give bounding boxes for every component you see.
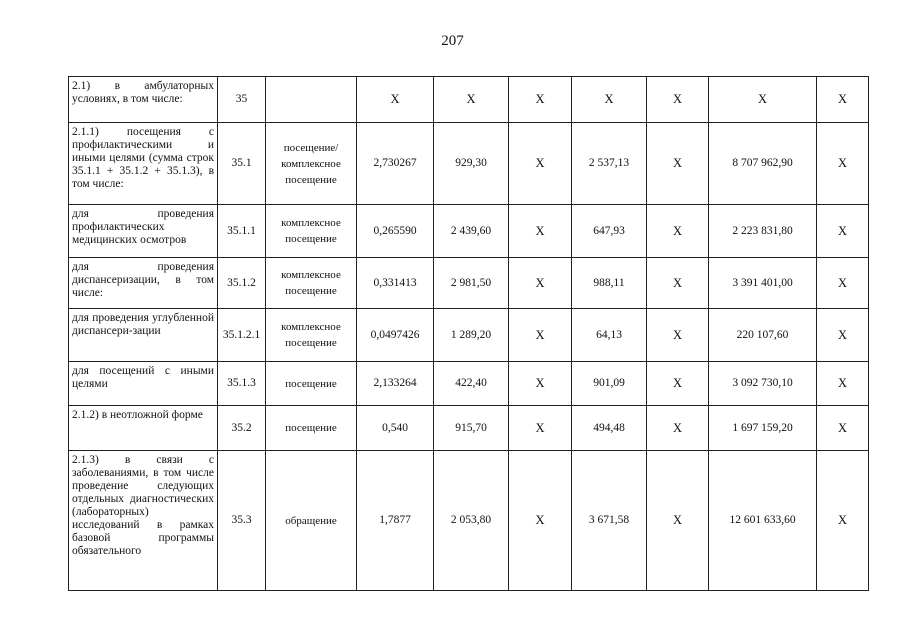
row-value-col10: X xyxy=(817,77,869,123)
row-value-col6: X xyxy=(509,77,572,123)
row-code: 35.2 xyxy=(218,406,266,451)
row-value-col8: X xyxy=(647,205,709,258)
row-unit: обращение xyxy=(266,451,357,591)
row-name: 2.1.1) посещения с профилактическими и иными целями (сумма строк 35.1.1 + 35.1.2 + 35.1.3), в том числе: xyxy=(69,123,218,205)
row-value-col9: 2 223 831,80 xyxy=(709,205,817,258)
row-name: для посещений с иными целями xyxy=(69,362,218,406)
row-value-col7: 901,09 xyxy=(572,362,647,406)
row-code: 35.1.3 xyxy=(218,362,266,406)
row-value-col10: X xyxy=(817,362,869,406)
row-value-col6: X xyxy=(509,205,572,258)
row-value-col4: X xyxy=(357,77,434,123)
row-value-col8: X xyxy=(647,77,709,123)
row-unit: комплексное посещение xyxy=(266,258,357,309)
row-code: 35 xyxy=(218,77,266,123)
row-value-col4: 0,540 xyxy=(357,406,434,451)
row-code: 35.1 xyxy=(218,123,266,205)
row-value-col6: X xyxy=(509,451,572,591)
row-code: 35.1.1 xyxy=(218,205,266,258)
row-value-col5: 422,40 xyxy=(434,362,509,406)
table-row xyxy=(69,362,869,406)
row-value-col4: 0,0497426 xyxy=(357,309,434,362)
row-value-col5: 2 053,80 xyxy=(434,451,509,591)
row-value-col9: 3 092 730,10 xyxy=(709,362,817,406)
row-value-col4: 0,331413 xyxy=(357,258,434,309)
row-value-col7: 3 671,58 xyxy=(572,451,647,591)
row-value-col4: 1,7877 xyxy=(357,451,434,591)
row-value-col8: X xyxy=(647,406,709,451)
row-value-col6: X xyxy=(509,123,572,205)
row-name: 2.1.3) в связи с заболеваниями, в том числе проведение следующих отдельных диагностических (лабораторных) исследований в рамках базовой программы обязательного xyxy=(69,451,218,591)
table-row xyxy=(69,451,869,591)
row-value-col6: X xyxy=(509,258,572,309)
row-value-col5: 929,30 xyxy=(434,123,509,205)
row-value-col5: 2 981,50 xyxy=(434,258,509,309)
row-value-col8: X xyxy=(647,451,709,591)
row-value-col9: 3 391 401,00 xyxy=(709,258,817,309)
row-unit xyxy=(266,77,357,123)
table-row xyxy=(69,309,869,362)
row-value-col9: 8 707 962,90 xyxy=(709,123,817,205)
row-value-col4: 0,265590 xyxy=(357,205,434,258)
row-name: 2.1.2) в неотложной форме xyxy=(69,406,218,451)
row-value-col7: 2 537,13 xyxy=(572,123,647,205)
row-value-col6: X xyxy=(509,406,572,451)
row-value-col8: X xyxy=(647,258,709,309)
row-value-col9: 220 107,60 xyxy=(709,309,817,362)
page-number: 207 xyxy=(441,33,464,49)
row-unit: комплексное посещение xyxy=(266,309,357,362)
row-value-col9: 12 601 633,60 xyxy=(709,451,817,591)
row-value-col10: X xyxy=(817,309,869,362)
table-row xyxy=(69,258,869,309)
row-value-col7: 494,48 xyxy=(572,406,647,451)
row-value-col5: 2 439,60 xyxy=(434,205,509,258)
row-value-col4: 2,730267 xyxy=(357,123,434,205)
allocation-table xyxy=(68,76,869,591)
table-row xyxy=(69,123,869,205)
row-code: 35.1.2.1 xyxy=(218,309,266,362)
row-value-col7: 988,11 xyxy=(572,258,647,309)
row-unit: посещение xyxy=(266,362,357,406)
row-value-col8: X xyxy=(647,362,709,406)
row-name: 2.1) в амбулаторных условиях, в том числе: xyxy=(69,77,218,123)
row-value-col7: X xyxy=(572,77,647,123)
row-name: для проведения углубленной диспансери-зации xyxy=(69,309,218,362)
table-row xyxy=(69,77,869,123)
row-value-col4: 2,133264 xyxy=(357,362,434,406)
row-value-col10: X xyxy=(817,406,869,451)
row-name: для проведения диспансеризации, в том числе: xyxy=(69,258,218,309)
row-code: 35.1.2 xyxy=(218,258,266,309)
row-value-col10: X xyxy=(817,123,869,205)
row-value-col7: 64,13 xyxy=(572,309,647,362)
row-code: 35.3 xyxy=(218,451,266,591)
row-value-col5: X xyxy=(434,77,509,123)
row-value-col9: X xyxy=(709,77,817,123)
row-value-col7: 647,93 xyxy=(572,205,647,258)
row-value-col10: X xyxy=(817,205,869,258)
row-value-col5: 1 289,20 xyxy=(434,309,509,362)
row-unit: посещение xyxy=(266,406,357,451)
row-unit: комплексное посещение xyxy=(266,205,357,258)
table-row xyxy=(69,205,869,258)
row-value-col10: X xyxy=(817,451,869,591)
row-value-col5: 915,70 xyxy=(434,406,509,451)
row-value-col6: X xyxy=(509,362,572,406)
row-value-col10: X xyxy=(817,258,869,309)
row-unit: посещение/ комплексное посещение xyxy=(266,123,357,205)
row-value-col8: X xyxy=(647,123,709,205)
row-value-col9: 1 697 159,20 xyxy=(709,406,817,451)
row-value-col8: X xyxy=(647,309,709,362)
table-row xyxy=(69,406,869,451)
row-name: для проведения профилактических медицинских осмотров xyxy=(69,205,218,258)
row-value-col6: X xyxy=(509,309,572,362)
